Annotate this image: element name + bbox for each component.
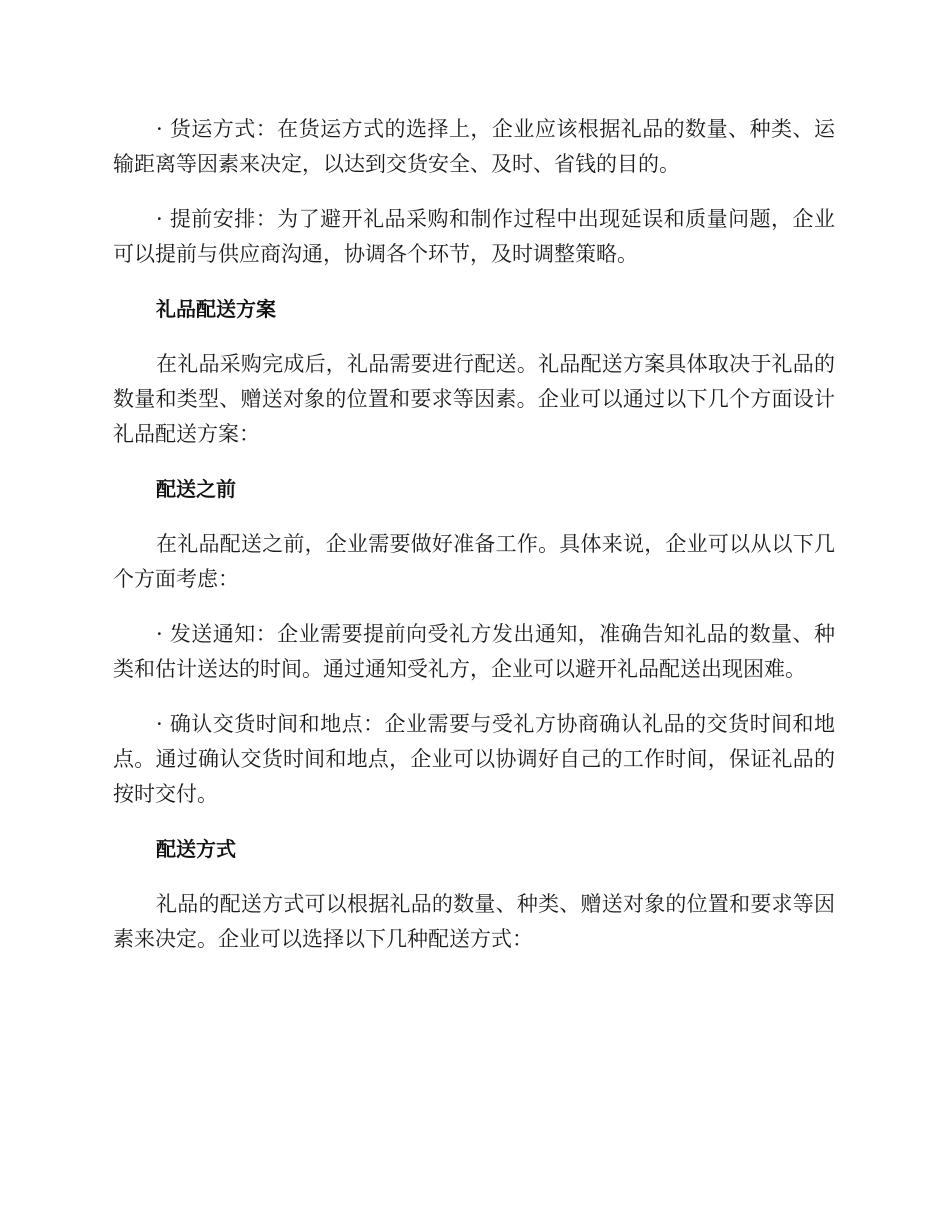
bullet-send-notice: · 发送通知：企业需要提前向受礼方发出通知，准确告知礼品的数量、种类和估计送达的时间。通过通知受礼方，企业可以避开礼品配送出现困难。 [113, 622, 835, 681]
para-delivery-method-intro: 礼品的配送方式可以根据礼品的数量、种类、赠送对象的位置和要求等因素来决定。企业可以选择以下几种配送方式： [113, 892, 835, 951]
heading-delivery-method: 配送方式 [156, 837, 236, 861]
para-delivery-plan-intro: 在礼品采购完成后，礼品需要进行配送。礼品配送方案具体取决于礼品的数量和类型、赠送对象的位置和要求等因素。企业可以通过以下几个方面设计礼品配送方案： [113, 352, 835, 446]
bullet-shipping-method: · 货运方式：在货运方式的选择上，企业应该根据礼品的数量、种类、运输距离等因素来决定，以达到交货安全、及时、省钱的目的。 [113, 117, 835, 176]
heading-gift-delivery-plan: 礼品配送方案 [156, 297, 276, 321]
bullet-confirm-time-place: · 确认交货时间和地点：企业需要与受礼方协商确认礼品的交货时间和地点。通过确认交货时间和地点，企业可以协调好自己的工作时间，保证礼品的按时交付。 [113, 712, 835, 806]
heading-before-delivery: 配送之前 [156, 477, 236, 501]
document-body [113, 112, 835, 977]
para-before-delivery-intro: 在礼品配送之前，企业需要做好准备工作。具体来说，企业可以从以下几个方面考虑： [113, 532, 835, 591]
bullet-advance-arrangement: · 提前安排：为了避开礼品采购和制作过程中出现延误和质量问题，企业可以提前与供应商沟通，协调各个环节，及时调整策略。 [113, 207, 835, 266]
